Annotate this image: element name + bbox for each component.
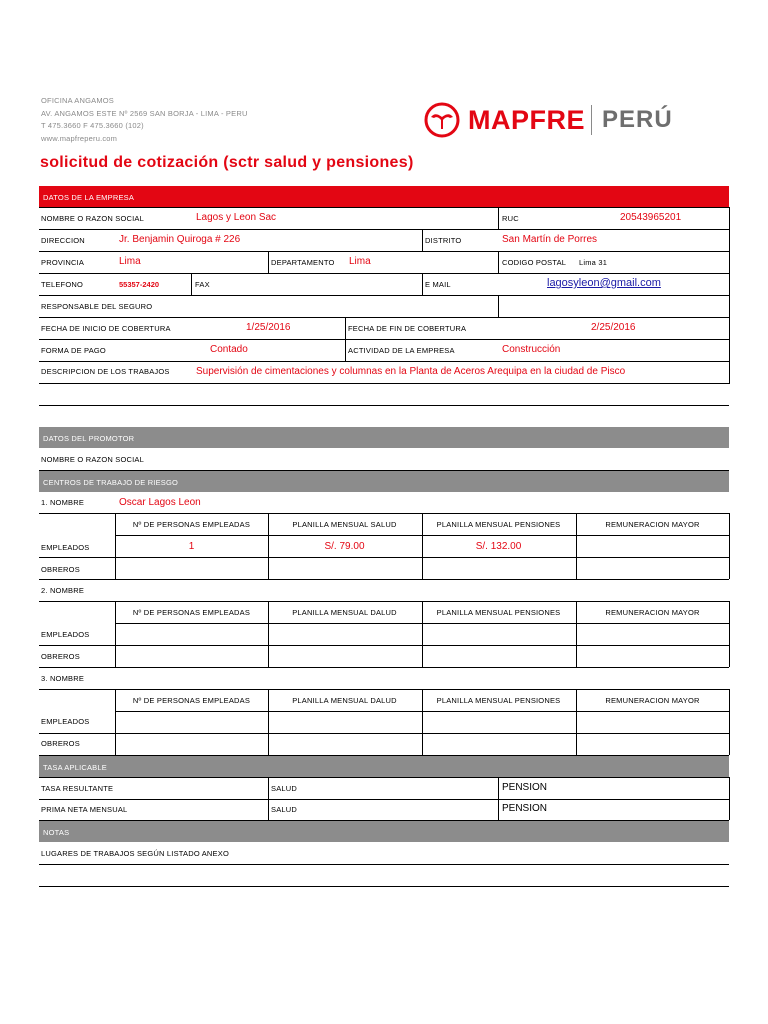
centro1-obreros-label: OBREROS	[41, 565, 80, 574]
lugares-label: LUGARES DE TRABAJOS SEGÚN LISTADO ANEXO	[41, 849, 229, 858]
centro2-col-remuneracion: REMUNERACION MAYOR	[605, 608, 700, 617]
line	[39, 557, 729, 558]
centro1-nombre-label: 1. NOMBRE	[41, 498, 85, 507]
descripcion-value[interactable]: Supervisión de cimentaciones y columnas en la Planta de Aceros Arequipa en la ciudad de Pisco	[196, 366, 626, 377]
centro1-empleados-personas[interactable]: 1	[188, 541, 195, 552]
line	[39, 645, 729, 646]
office-name: OFICINA ANGAMOS	[41, 96, 115, 105]
departamento-value[interactable]: Lima	[349, 256, 371, 267]
tasa-header: TASA APLICABLE	[39, 756, 729, 777]
line	[729, 207, 730, 384]
office-phone: T 475.3660 F 475.3660 (102)	[41, 121, 144, 130]
mapfre-logo	[424, 100, 673, 140]
line	[345, 317, 346, 361]
line	[39, 513, 729, 514]
line	[39, 273, 729, 274]
line	[729, 513, 730, 579]
centro3-col-pensiones: PLANILLA MENSUAL PENSIONES	[436, 696, 561, 705]
codigo-postal-value[interactable]: Lima 31	[579, 258, 608, 267]
fecha-inicio-label: FECHA DE INICIO DE COBERTURA	[41, 324, 171, 333]
centro1-col-salud: PLANILLA MENSUAL SALUD	[292, 520, 397, 529]
centro1-nombre-value[interactable]: Oscar Lagos Leon	[119, 497, 201, 508]
line	[422, 229, 423, 251]
email-link[interactable]: lagosyleon@gmail.com	[547, 277, 661, 289]
line	[39, 383, 729, 384]
telefono-label: TELEFONO	[41, 280, 84, 289]
mapfre-emblem-icon	[424, 102, 460, 138]
responsable-label: RESPONSABLE DEL SEGURO	[41, 302, 153, 311]
descripcion-label: DESCRIPCION DE LOS TRABAJOS	[41, 367, 170, 376]
fecha-inicio-value[interactable]: 1/25/2016	[246, 322, 291, 333]
ruc-label: RUC	[502, 214, 519, 223]
telefono-value[interactable]: 55357-2420	[119, 280, 160, 289]
centro3-col-remuneracion: REMUNERACION MAYOR	[605, 696, 700, 705]
line	[39, 405, 729, 406]
line	[39, 689, 729, 690]
notas-header: NOTAS	[39, 821, 729, 842]
centro1-col-personas: Nº DE PERSONAS EMPLEADAS	[132, 520, 251, 529]
centro2-col-pensiones: PLANILLA MENSUAL PENSIONES	[436, 608, 561, 617]
centro2-col-personas: Nº DE PERSONAS EMPLEADAS	[132, 608, 251, 617]
razon-social-label: NOMBRE O RAZON SOCIAL	[41, 214, 144, 223]
line	[39, 601, 729, 602]
line	[729, 601, 730, 667]
tasa-salud-label: SALUD	[271, 784, 298, 793]
direccion-value[interactable]: Jr. Benjamin Quiroga # 226	[119, 234, 241, 245]
line	[498, 207, 499, 229]
logo-country: PERÚ	[602, 106, 673, 133]
line	[498, 295, 499, 317]
line	[39, 733, 729, 734]
razon-social-value[interactable]: Lagos y Leon Sac	[196, 212, 277, 223]
ruc-value[interactable]: 20543965201	[620, 212, 682, 223]
logo-divider	[591, 105, 592, 135]
centro3-empleados-label: EMPLEADOS	[41, 717, 90, 726]
centro3-col-personas: Nº DE PERSONAS EMPLEADAS	[132, 696, 251, 705]
centro1-col-remuneracion: REMUNERACION MAYOR	[605, 520, 700, 529]
promotor-razon-label: NOMBRE O RAZON SOCIAL	[41, 455, 144, 464]
tasa-resultante-label: TASA RESULTANTE	[41, 784, 114, 793]
centro1-col-pensiones: PLANILLA MENSUAL PENSIONES	[436, 520, 561, 529]
centro1-empleados-salud[interactable]: S/. 79.00	[324, 541, 365, 552]
line	[422, 273, 423, 295]
centro2-nombre-label: 2. NOMBRE	[41, 586, 85, 595]
centros-header: CENTROS DE TRABAJO DE RIESGO	[39, 471, 729, 492]
codigo-postal-label: CODIGO POSTAL	[502, 258, 567, 267]
line	[39, 361, 729, 362]
line	[39, 229, 729, 230]
page-title: solicitud de cotización (sctr salud y pensiones)	[40, 154, 414, 171]
promotor-header: DATOS DEL PROMOTOR	[39, 427, 729, 448]
forma-pago-label: FORMA DE PAGO	[41, 346, 106, 355]
departamento-label: DEPARTAMENTO	[271, 258, 335, 267]
line	[39, 777, 729, 778]
centro3-col-salud: PLANILLA MENSUAL DALUD	[292, 696, 397, 705]
line	[498, 777, 499, 820]
actividad-label: ACTIVIDAD DE LA EMPRESA	[348, 346, 455, 355]
office-info	[41, 95, 248, 145]
line	[39, 667, 729, 668]
provincia-label: PROVINCIA	[41, 258, 85, 267]
line	[191, 273, 192, 295]
line	[39, 295, 729, 296]
fecha-fin-label: FECHA DE FIN DE COBERTURA	[348, 324, 467, 333]
centro2-col-salud: PLANILLA MENSUAL DALUD	[292, 608, 397, 617]
forma-pago-value[interactable]: Contado	[210, 344, 248, 355]
office-web: www.mapfreperu.com	[41, 133, 118, 143]
email-label: E MAIL	[425, 280, 451, 289]
tasa-pension-label: PENSION	[502, 782, 548, 793]
line	[39, 886, 729, 887]
empresa-header: DATOS DE LA EMPRESA	[39, 186, 729, 207]
centro3-obreros-label: OBREROS	[41, 739, 80, 748]
fax-label: FAX	[195, 280, 210, 289]
line	[39, 317, 729, 318]
line	[268, 777, 269, 820]
line	[39, 579, 729, 580]
centro2-empleados-label: EMPLEADOS	[41, 630, 90, 639]
centro2-obreros-label: OBREROS	[41, 652, 80, 661]
fecha-fin-value[interactable]: 2/25/2016	[591, 322, 636, 333]
line	[39, 799, 729, 800]
line	[498, 251, 499, 273]
prima-pension-label: PENSION	[502, 803, 548, 814]
line	[268, 251, 269, 273]
line	[729, 689, 730, 755]
direccion-label: DIRECCION	[41, 236, 85, 245]
office-address: AV. ANGAMOS ESTE Nº 2569 SAN BORJA - LIMA - PERU	[41, 108, 248, 118]
distrito-label: DISTRITO	[425, 236, 462, 245]
line	[39, 339, 729, 340]
provincia-value[interactable]: Lima	[119, 256, 141, 267]
prima-salud-label: SALUD	[271, 805, 298, 814]
line	[729, 777, 730, 820]
line	[39, 251, 729, 252]
centro1-empleados-label: EMPLEADOS	[41, 543, 90, 552]
distrito-value[interactable]: San Martín de Porres	[502, 234, 598, 245]
mapfre-wordmark: MAPFRE	[468, 104, 585, 135]
actividad-value[interactable]: Construcción	[502, 344, 561, 355]
centro3-nombre-label: 3. NOMBRE	[41, 674, 85, 683]
prima-neta-label: PRIMA NETA MENSUAL	[41, 805, 128, 814]
line	[39, 864, 729, 865]
line	[39, 207, 729, 208]
centro1-empleados-pensiones[interactable]: S/. 132.00	[475, 541, 522, 552]
